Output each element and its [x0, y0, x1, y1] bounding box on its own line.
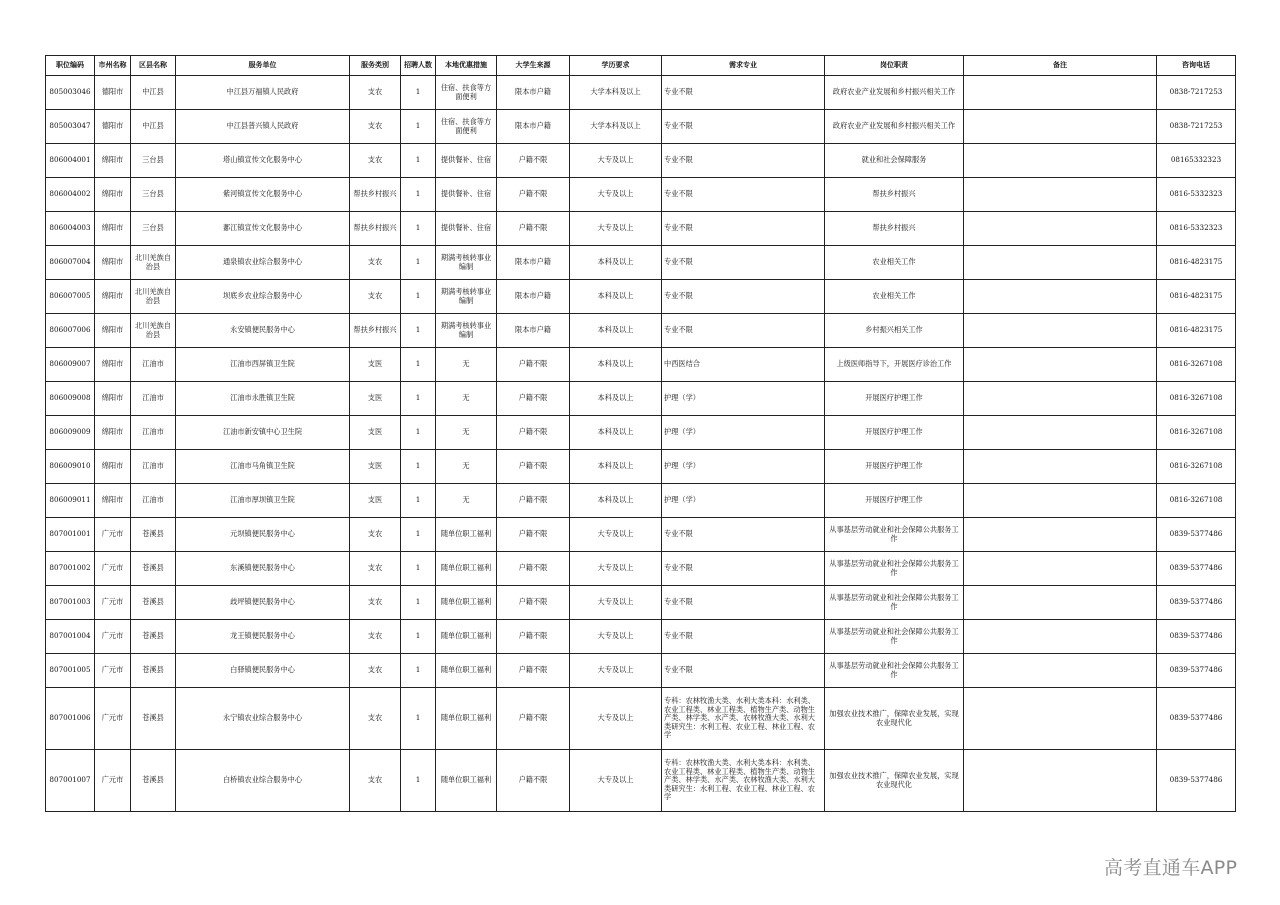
cell-county-name: 苍溪县 [131, 552, 176, 586]
cell-city-name: 德阳市 [95, 110, 131, 144]
cell-job-duties: 上级医师指导下，开展医疗诊治工作 [825, 348, 964, 382]
cell-position-code: 806004001 [46, 144, 95, 178]
cell-service-type: 支农 [350, 654, 401, 688]
cell-service-unit: 白驿镇便民服务中心 [176, 654, 350, 688]
column-header-city-name: 市州名称 [95, 56, 131, 76]
column-header-contact-phone: 咨询电话 [1157, 56, 1236, 76]
cell-service-unit: 郪江镇宣传文化服务中心 [176, 212, 350, 246]
cell-remarks [964, 552, 1157, 586]
cell-service-unit: 江油市厚坝镇卫生院 [176, 484, 350, 518]
cell-student-source: 户籍不限 [497, 620, 570, 654]
cell-required-major: 护理（学） [662, 484, 825, 518]
cell-service-type: 支农 [350, 280, 401, 314]
cell-remarks [964, 76, 1157, 110]
cell-education-requirement: 本科及以上 [570, 314, 662, 348]
cell-local-benefits: 期满考核转事业编制 [436, 280, 497, 314]
cell-job-duties: 开展医疗护理工作 [825, 450, 964, 484]
cell-student-source: 户籍不限 [497, 484, 570, 518]
cell-job-duties: 就业和社会保障服务 [825, 144, 964, 178]
column-header-education-requirement: 学历要求 [570, 56, 662, 76]
cell-education-requirement: 本科及以上 [570, 348, 662, 382]
cell-service-type: 支农 [350, 246, 401, 280]
cell-service-unit: 白桥镇农业综合服务中心 [176, 750, 350, 812]
cell-job-duties: 从事基层劳动就业和社会保障公共服务工作 [825, 586, 964, 620]
cell-contact-phone: 0816-3267108 [1157, 348, 1236, 382]
cell-job-duties: 政府农业产业发展和乡村振兴相关工作 [825, 110, 964, 144]
cell-contact-phone: 08165332323 [1157, 144, 1236, 178]
column-header-remarks: 备注 [964, 56, 1157, 76]
cell-required-major: 专业不限 [662, 314, 825, 348]
cell-city-name: 绵阳市 [95, 484, 131, 518]
cell-contact-phone: 0839-5377486 [1157, 620, 1236, 654]
cell-contact-phone: 0816-5332323 [1157, 178, 1236, 212]
cell-student-source: 户籍不限 [497, 750, 570, 812]
cell-local-benefits: 期满考核转事业编制 [436, 246, 497, 280]
cell-remarks [964, 518, 1157, 552]
cell-required-major: 专业不限 [662, 586, 825, 620]
cell-county-name: 三台县 [131, 178, 176, 212]
cell-remarks [964, 144, 1157, 178]
cell-required-major: 护理（学） [662, 416, 825, 450]
cell-contact-phone: 0816-3267108 [1157, 450, 1236, 484]
cell-city-name: 绵阳市 [95, 178, 131, 212]
cell-hiring-count: 1 [401, 518, 436, 552]
cell-hiring-count: 1 [401, 586, 436, 620]
cell-education-requirement: 大专及以上 [570, 654, 662, 688]
cell-student-source: 限本市户籍 [497, 76, 570, 110]
cell-student-source: 限本市户籍 [497, 314, 570, 348]
position-table [45, 55, 1236, 812]
cell-service-type: 支农 [350, 586, 401, 620]
table-row [46, 280, 1236, 314]
cell-student-source: 户籍不限 [497, 552, 570, 586]
cell-required-major: 专业不限 [662, 110, 825, 144]
cell-service-unit: 元坝镇便民服务中心 [176, 518, 350, 552]
table-row [46, 750, 1236, 812]
cell-job-duties: 从事基层劳动就业和社会保障公共服务工作 [825, 620, 964, 654]
cell-service-unit: 通泉镇农业综合服务中心 [176, 246, 350, 280]
cell-job-duties: 加强农业技术推广，保障农业发展，实现农业现代化 [825, 688, 964, 750]
cell-student-source: 户籍不限 [497, 144, 570, 178]
cell-city-name: 绵阳市 [95, 382, 131, 416]
cell-service-type: 支农 [350, 76, 401, 110]
cell-service-type: 支农 [350, 688, 401, 750]
cell-education-requirement: 大学本科及以上 [570, 76, 662, 110]
cell-service-unit: 江油市永胜镇卫生院 [176, 382, 350, 416]
table-row [46, 484, 1236, 518]
cell-local-benefits: 随单位职工福利 [436, 620, 497, 654]
cell-city-name: 广元市 [95, 750, 131, 812]
cell-position-code: 807001007 [46, 750, 95, 812]
cell-county-name: 苍溪县 [131, 620, 176, 654]
column-header-local-benefits: 本地优惠措施 [436, 56, 497, 76]
cell-education-requirement: 大专及以上 [570, 552, 662, 586]
cell-position-code: 807001006 [46, 688, 95, 750]
cell-local-benefits: 无 [436, 382, 497, 416]
cell-local-benefits: 提供餐补、住宿 [436, 178, 497, 212]
cell-job-duties: 开展医疗护理工作 [825, 484, 964, 518]
recruitment-sheet [45, 55, 1235, 812]
cell-contact-phone: 0838-7217253 [1157, 76, 1236, 110]
column-header-county-name: 区县名称 [131, 56, 176, 76]
table-row [46, 314, 1236, 348]
cell-job-duties: 开展医疗护理工作 [825, 382, 964, 416]
cell-city-name: 绵阳市 [95, 246, 131, 280]
cell-education-requirement: 大学本科及以上 [570, 110, 662, 144]
cell-contact-phone: 0816-3267108 [1157, 416, 1236, 450]
cell-remarks [964, 750, 1157, 812]
cell-contact-phone: 0816-3267108 [1157, 484, 1236, 518]
cell-service-unit: 龙王镇便民服务中心 [176, 620, 350, 654]
cell-job-duties: 从事基层劳动就业和社会保障公共服务工作 [825, 654, 964, 688]
cell-education-requirement: 本科及以上 [570, 416, 662, 450]
table-row [46, 212, 1236, 246]
cell-remarks [964, 382, 1157, 416]
cell-education-requirement: 大专及以上 [570, 518, 662, 552]
cell-position-code: 807001005 [46, 654, 95, 688]
cell-required-major: 中西医结合 [662, 348, 825, 382]
cell-position-code: 806007006 [46, 314, 95, 348]
cell-position-code: 807001002 [46, 552, 95, 586]
cell-city-name: 广元市 [95, 518, 131, 552]
cell-local-benefits: 提供餐补、住宿 [436, 212, 497, 246]
cell-hiring-count: 1 [401, 76, 436, 110]
cell-required-major: 专业不限 [662, 76, 825, 110]
cell-required-major: 护理（学） [662, 382, 825, 416]
cell-service-unit: 塔山镇宣传文化服务中心 [176, 144, 350, 178]
column-header-student-source: 大学生来源 [497, 56, 570, 76]
cell-hiring-count: 1 [401, 314, 436, 348]
cell-position-code: 806009008 [46, 382, 95, 416]
column-header-service-unit: 服务单位 [176, 56, 350, 76]
cell-service-unit: 歧坪镇便民服务中心 [176, 586, 350, 620]
cell-service-type: 支农 [350, 552, 401, 586]
table-row [46, 620, 1236, 654]
cell-service-type: 帮扶乡村振兴 [350, 212, 401, 246]
cell-student-source: 限本市户籍 [497, 110, 570, 144]
table-row [46, 586, 1236, 620]
cell-hiring-count: 1 [401, 654, 436, 688]
cell-student-source: 户籍不限 [497, 654, 570, 688]
cell-student-source: 户籍不限 [497, 450, 570, 484]
cell-local-benefits: 随单位职工福利 [436, 688, 497, 750]
cell-service-type: 支医 [350, 484, 401, 518]
cell-county-name: 江油市 [131, 484, 176, 518]
cell-student-source: 限本市户籍 [497, 246, 570, 280]
table-row [46, 416, 1236, 450]
cell-county-name: 苍溪县 [131, 750, 176, 812]
cell-hiring-count: 1 [401, 280, 436, 314]
cell-job-duties: 帮扶乡村振兴 [825, 212, 964, 246]
cell-contact-phone: 0839-5377486 [1157, 518, 1236, 552]
cell-county-name: 三台县 [131, 212, 176, 246]
cell-remarks [964, 484, 1157, 518]
cell-position-code: 806004002 [46, 178, 95, 212]
cell-education-requirement: 本科及以上 [570, 246, 662, 280]
table-row [46, 178, 1236, 212]
column-header-service-type: 服务类别 [350, 56, 401, 76]
watermark-text: 高考直通车APP [1104, 857, 1238, 879]
cell-county-name: 北川羌族自治县 [131, 280, 176, 314]
cell-local-benefits: 住宿、扶食等方面便利 [436, 110, 497, 144]
cell-city-name: 绵阳市 [95, 416, 131, 450]
cell-education-requirement: 大专及以上 [570, 212, 662, 246]
cell-service-type: 支农 [350, 110, 401, 144]
cell-student-source: 户籍不限 [497, 586, 570, 620]
cell-contact-phone: 0839-5377486 [1157, 688, 1236, 750]
header-row [46, 56, 1236, 76]
cell-local-benefits: 随单位职工福利 [436, 552, 497, 586]
cell-county-name: 苍溪县 [131, 654, 176, 688]
cell-service-unit: 江油市马角镇卫生院 [176, 450, 350, 484]
cell-local-benefits: 无 [436, 348, 497, 382]
cell-remarks [964, 688, 1157, 750]
cell-city-name: 广元市 [95, 552, 131, 586]
cell-education-requirement: 大专及以上 [570, 688, 662, 750]
cell-county-name: 中江县 [131, 110, 176, 144]
cell-remarks [964, 450, 1157, 484]
cell-required-major: 专业不限 [662, 654, 825, 688]
cell-job-duties: 农业相关工作 [825, 246, 964, 280]
cell-required-major: 专业不限 [662, 212, 825, 246]
cell-education-requirement: 大专及以上 [570, 586, 662, 620]
table-row [46, 246, 1236, 280]
cell-hiring-count: 1 [401, 382, 436, 416]
cell-required-major: 专科：农林牧渔大类、水利大类本科：水利类、农业工程类、林业工程类、植物生产类、动物生产类、林学类、水产类、农林牧渔大类、水利大类研究生：水利工程、农业工程、林业工程、农学 [662, 688, 825, 750]
cell-required-major: 专业不限 [662, 620, 825, 654]
cell-county-name: 苍溪县 [131, 518, 176, 552]
table-row [46, 518, 1236, 552]
cell-service-type: 支医 [350, 416, 401, 450]
cell-student-source: 户籍不限 [497, 382, 570, 416]
cell-required-major: 专科：农林牧渔大类、水利大类本科：水利类、农业工程类、林业工程类、植物生产类、动物生产类、林学类、水产类、农林牧渔大类、水利大类研究生：水利工程、农业工程、林业工程、农学 [662, 750, 825, 812]
cell-service-type: 支农 [350, 750, 401, 812]
cell-required-major: 专业不限 [662, 552, 825, 586]
cell-local-benefits: 住宿、扶食等方面便利 [436, 76, 497, 110]
cell-local-benefits: 随单位职工福利 [436, 586, 497, 620]
cell-hiring-count: 1 [401, 484, 436, 518]
cell-remarks [964, 314, 1157, 348]
cell-required-major: 专业不限 [662, 144, 825, 178]
cell-required-major: 专业不限 [662, 280, 825, 314]
cell-hiring-count: 1 [401, 144, 436, 178]
cell-position-code: 806007004 [46, 246, 95, 280]
cell-required-major: 专业不限 [662, 178, 825, 212]
cell-city-name: 绵阳市 [95, 450, 131, 484]
cell-job-duties: 开展医疗护理工作 [825, 416, 964, 450]
cell-county-name: 江油市 [131, 450, 176, 484]
cell-hiring-count: 1 [401, 110, 436, 144]
cell-position-code: 807001001 [46, 518, 95, 552]
table-row [46, 110, 1236, 144]
cell-local-benefits: 期满考核转事业编制 [436, 314, 497, 348]
cell-county-name: 江油市 [131, 416, 176, 450]
cell-student-source: 户籍不限 [497, 688, 570, 750]
cell-city-name: 德阳市 [95, 76, 131, 110]
cell-county-name: 苍溪县 [131, 586, 176, 620]
cell-remarks [964, 246, 1157, 280]
cell-service-type: 支农 [350, 518, 401, 552]
cell-service-unit: 江油市西屏镇卫生院 [176, 348, 350, 382]
cell-hiring-count: 1 [401, 450, 436, 484]
table-row [46, 382, 1236, 416]
cell-education-requirement: 本科及以上 [570, 484, 662, 518]
cell-remarks [964, 110, 1157, 144]
column-header-hiring-count: 招聘人数 [401, 56, 436, 76]
cell-position-code: 806004003 [46, 212, 95, 246]
cell-service-unit: 永宁镇农业综合服务中心 [176, 688, 350, 750]
cell-position-code: 806007005 [46, 280, 95, 314]
cell-hiring-count: 1 [401, 212, 436, 246]
cell-city-name: 绵阳市 [95, 348, 131, 382]
cell-remarks [964, 416, 1157, 450]
cell-city-name: 广元市 [95, 688, 131, 750]
cell-county-name: 北川羌族自治县 [131, 246, 176, 280]
cell-local-benefits: 无 [436, 450, 497, 484]
cell-position-code: 806009007 [46, 348, 95, 382]
cell-hiring-count: 1 [401, 688, 436, 750]
cell-education-requirement: 大专及以上 [570, 144, 662, 178]
cell-required-major: 专业不限 [662, 518, 825, 552]
cell-hiring-count: 1 [401, 750, 436, 812]
cell-contact-phone: 0816-4823175 [1157, 246, 1236, 280]
table-row [46, 654, 1236, 688]
cell-education-requirement: 本科及以上 [570, 280, 662, 314]
cell-required-major: 专业不限 [662, 246, 825, 280]
cell-county-name: 中江县 [131, 76, 176, 110]
cell-city-name: 广元市 [95, 620, 131, 654]
cell-county-name: 江油市 [131, 348, 176, 382]
cell-county-name: 江油市 [131, 382, 176, 416]
cell-job-duties: 农业相关工作 [825, 280, 964, 314]
cell-job-duties: 政府农业产业发展和乡村振兴相关工作 [825, 76, 964, 110]
cell-city-name: 绵阳市 [95, 280, 131, 314]
cell-student-source: 户籍不限 [497, 178, 570, 212]
cell-local-benefits: 无 [436, 416, 497, 450]
cell-position-code: 805003047 [46, 110, 95, 144]
cell-hiring-count: 1 [401, 416, 436, 450]
table-body [46, 76, 1236, 812]
cell-local-benefits: 随单位职工福利 [436, 654, 497, 688]
cell-service-type: 支农 [350, 144, 401, 178]
cell-service-unit: 坝底乡农业综合服务中心 [176, 280, 350, 314]
column-header-position-code: 职位编码 [46, 56, 95, 76]
cell-service-unit: 江油市新安镇中心卫生院 [176, 416, 350, 450]
table-row [46, 144, 1236, 178]
cell-remarks [964, 280, 1157, 314]
column-header-required-major: 需求专业 [662, 56, 825, 76]
table-row [46, 552, 1236, 586]
cell-position-code: 807001004 [46, 620, 95, 654]
cell-remarks [964, 212, 1157, 246]
cell-student-source: 户籍不限 [497, 212, 570, 246]
cell-county-name: 北川羌族自治县 [131, 314, 176, 348]
cell-education-requirement: 本科及以上 [570, 450, 662, 484]
cell-city-name: 广元市 [95, 654, 131, 688]
cell-city-name: 绵阳市 [95, 314, 131, 348]
cell-service-unit: 永安镇便民服务中心 [176, 314, 350, 348]
cell-service-type: 支农 [350, 620, 401, 654]
cell-hiring-count: 1 [401, 348, 436, 382]
cell-local-benefits: 无 [436, 484, 497, 518]
cell-student-source: 户籍不限 [497, 348, 570, 382]
cell-service-type: 帮扶乡村振兴 [350, 178, 401, 212]
cell-service-type: 支医 [350, 450, 401, 484]
table-row [46, 450, 1236, 484]
cell-city-name: 绵阳市 [95, 212, 131, 246]
cell-remarks [964, 620, 1157, 654]
cell-hiring-count: 1 [401, 620, 436, 654]
cell-job-duties: 乡村振兴相关工作 [825, 314, 964, 348]
cell-county-name: 苍溪县 [131, 688, 176, 750]
cell-service-unit: 中江县普兴镇人民政府 [176, 110, 350, 144]
cell-city-name: 绵阳市 [95, 144, 131, 178]
cell-student-source: 限本市户籍 [497, 280, 570, 314]
cell-required-major: 护理（学） [662, 450, 825, 484]
cell-local-benefits: 随单位职工福利 [436, 518, 497, 552]
cell-contact-phone: 0839-5377486 [1157, 586, 1236, 620]
cell-local-benefits: 随单位职工福利 [436, 750, 497, 812]
cell-local-benefits: 提供餐补、住宿 [436, 144, 497, 178]
cell-contact-phone: 0816-4823175 [1157, 314, 1236, 348]
cell-hiring-count: 1 [401, 178, 436, 212]
cell-service-unit: 中江县万福镇人民政府 [176, 76, 350, 110]
cell-city-name: 广元市 [95, 586, 131, 620]
cell-education-requirement: 大专及以上 [570, 750, 662, 812]
cell-service-unit: 紫河镇宣传文化服务中心 [176, 178, 350, 212]
cell-remarks [964, 654, 1157, 688]
cell-position-code: 805003046 [46, 76, 95, 110]
cell-service-unit: 东溪镇便民服务中心 [176, 552, 350, 586]
cell-position-code: 807001003 [46, 586, 95, 620]
table-row [46, 76, 1236, 110]
cell-remarks [964, 178, 1157, 212]
cell-hiring-count: 1 [401, 246, 436, 280]
cell-education-requirement: 大专及以上 [570, 620, 662, 654]
column-header-job-duties: 岗位职责 [825, 56, 964, 76]
cell-contact-phone: 0839-5377486 [1157, 654, 1236, 688]
cell-position-code: 806009010 [46, 450, 95, 484]
cell-contact-phone: 0816-3267108 [1157, 382, 1236, 416]
cell-contact-phone: 0816-4823175 [1157, 280, 1236, 314]
cell-county-name: 三台县 [131, 144, 176, 178]
cell-remarks [964, 348, 1157, 382]
cell-student-source: 户籍不限 [497, 518, 570, 552]
cell-contact-phone: 0839-5377486 [1157, 552, 1236, 586]
cell-job-duties: 从事基层劳动就业和社会保障公共服务工作 [825, 552, 964, 586]
cell-education-requirement: 本科及以上 [570, 382, 662, 416]
cell-remarks [964, 586, 1157, 620]
cell-education-requirement: 大专及以上 [570, 178, 662, 212]
cell-position-code: 806009009 [46, 416, 95, 450]
cell-position-code: 806009011 [46, 484, 95, 518]
cell-contact-phone: 0839-5377486 [1157, 750, 1236, 812]
table-row [46, 348, 1236, 382]
cell-contact-phone: 0816-5332323 [1157, 212, 1236, 246]
cell-contact-phone: 0838-7217253 [1157, 110, 1236, 144]
table-row [46, 688, 1236, 750]
cell-service-type: 帮扶乡村振兴 [350, 314, 401, 348]
cell-hiring-count: 1 [401, 552, 436, 586]
cell-job-duties: 加强农业技术推广，保障农业发展，实现农业现代化 [825, 750, 964, 812]
cell-service-type: 支医 [350, 382, 401, 416]
cell-service-type: 支医 [350, 348, 401, 382]
cell-job-duties: 帮扶乡村振兴 [825, 178, 964, 212]
cell-job-duties: 从事基层劳动就业和社会保障公共服务工作 [825, 518, 964, 552]
cell-student-source: 户籍不限 [497, 416, 570, 450]
